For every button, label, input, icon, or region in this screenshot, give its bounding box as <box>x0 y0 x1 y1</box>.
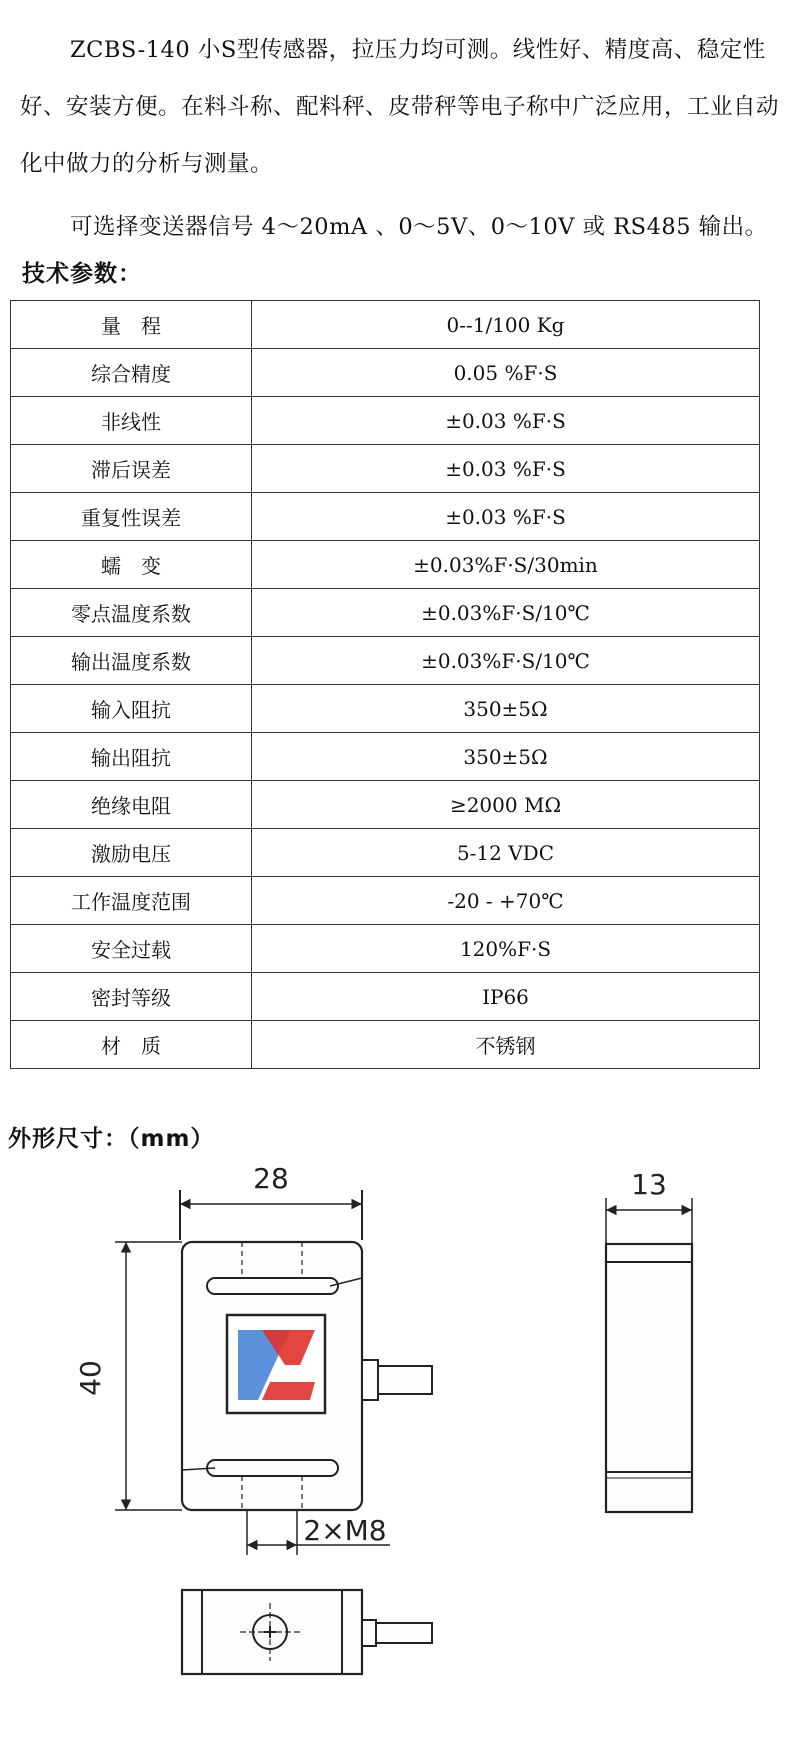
spec-row <box>11 445 760 493</box>
width-dimension-label: 28 <box>253 1162 289 1195</box>
spec-row <box>11 1021 760 1069</box>
spec-label: 绝缘电阻 <box>11 781 252 829</box>
spec-label: 零点温度系数 <box>11 589 252 637</box>
spec-value: ±0.03%F·S/10℃ <box>252 589 760 637</box>
spec-label: 激励电压 <box>11 829 252 877</box>
spec-value: -20 - +70℃ <box>252 877 760 925</box>
dimension-drawing <box>0 1160 800 1757</box>
spec-value: IP66 <box>252 973 760 1021</box>
side-view <box>606 1198 692 1512</box>
spec-value: ±0.03 %F·S <box>252 493 760 541</box>
spec-label: 工作温度范围 <box>11 877 252 925</box>
spec-row <box>11 541 760 589</box>
spec-label: 滞后误差 <box>11 445 252 493</box>
spec-value: ±0.03 %F·S <box>252 445 760 493</box>
spec-row <box>11 733 760 781</box>
spec-value: 0.05 %F·S <box>252 349 760 397</box>
thickness-dimension-label: 13 <box>631 1168 667 1201</box>
spec-value: ±0.03 %F·S <box>252 397 760 445</box>
spec-label: 输出阻抗 <box>11 733 252 781</box>
thread-dimension-label: 2×M8 <box>303 1514 387 1547</box>
spec-value: 0--1/100 Kg <box>252 301 760 349</box>
spec-value: 不锈钢 <box>252 1021 760 1069</box>
spec-row <box>11 349 760 397</box>
spec-row <box>11 637 760 685</box>
spec-row <box>11 877 760 925</box>
zc-logo <box>227 1315 325 1413</box>
spec-row <box>11 829 760 877</box>
spec-label: 材 质 <box>11 1021 252 1069</box>
spec-label: 重复性误差 <box>11 493 252 541</box>
intro-text <box>20 22 790 256</box>
spec-row <box>11 925 760 973</box>
spec-value: 350±5Ω <box>252 733 760 781</box>
spec-label: 输出温度系数 <box>11 637 252 685</box>
spec-value: 120%F·S <box>252 925 760 973</box>
intro-paragraph-2: 可选择变送器信号 4～20mA 、0～5V、0～10V 或 RS485 输出。 <box>70 214 768 240</box>
spec-row <box>11 781 760 829</box>
spec-label: 综合精度 <box>11 349 252 397</box>
specs-table-body <box>11 301 760 1069</box>
spec-label: 非线性 <box>11 397 252 445</box>
specs-title: 技术参数： <box>22 261 142 287</box>
intro-paragraph-1: ZCBS-140 小S型传感器，拉压力均可测。线性好、精度高、稳定性好、安装方便。在料斗称、配料秤、皮带秤等电子称中广泛应用，工业自动化中做力的分析与测量。 <box>20 37 780 177</box>
spec-row <box>11 397 760 445</box>
height-dimension-label: 40 <box>74 1360 107 1396</box>
spec-row <box>11 589 760 637</box>
specs-table <box>10 300 760 1069</box>
dimensions-title: 外形尺寸：（mm） <box>8 1126 215 1152</box>
spec-row <box>11 301 760 349</box>
spec-value: ±0.03%F·S/10℃ <box>252 637 760 685</box>
spec-row <box>11 973 760 1021</box>
spec-row <box>11 685 760 733</box>
spec-value: ±0.03%F·S/30min <box>252 541 760 589</box>
spec-row <box>11 493 760 541</box>
spec-value: 5-12 VDC <box>252 829 760 877</box>
bottom-view <box>182 1590 432 1674</box>
spec-label: 蠕 变 <box>11 541 252 589</box>
spec-value: 350±5Ω <box>252 685 760 733</box>
spec-value: ≥2000 MΩ <box>252 781 760 829</box>
spec-label: 量 程 <box>11 301 252 349</box>
spec-label: 密封等级 <box>11 973 252 1021</box>
spec-label: 安全过载 <box>11 925 252 973</box>
spec-label: 输入阻抗 <box>11 685 252 733</box>
